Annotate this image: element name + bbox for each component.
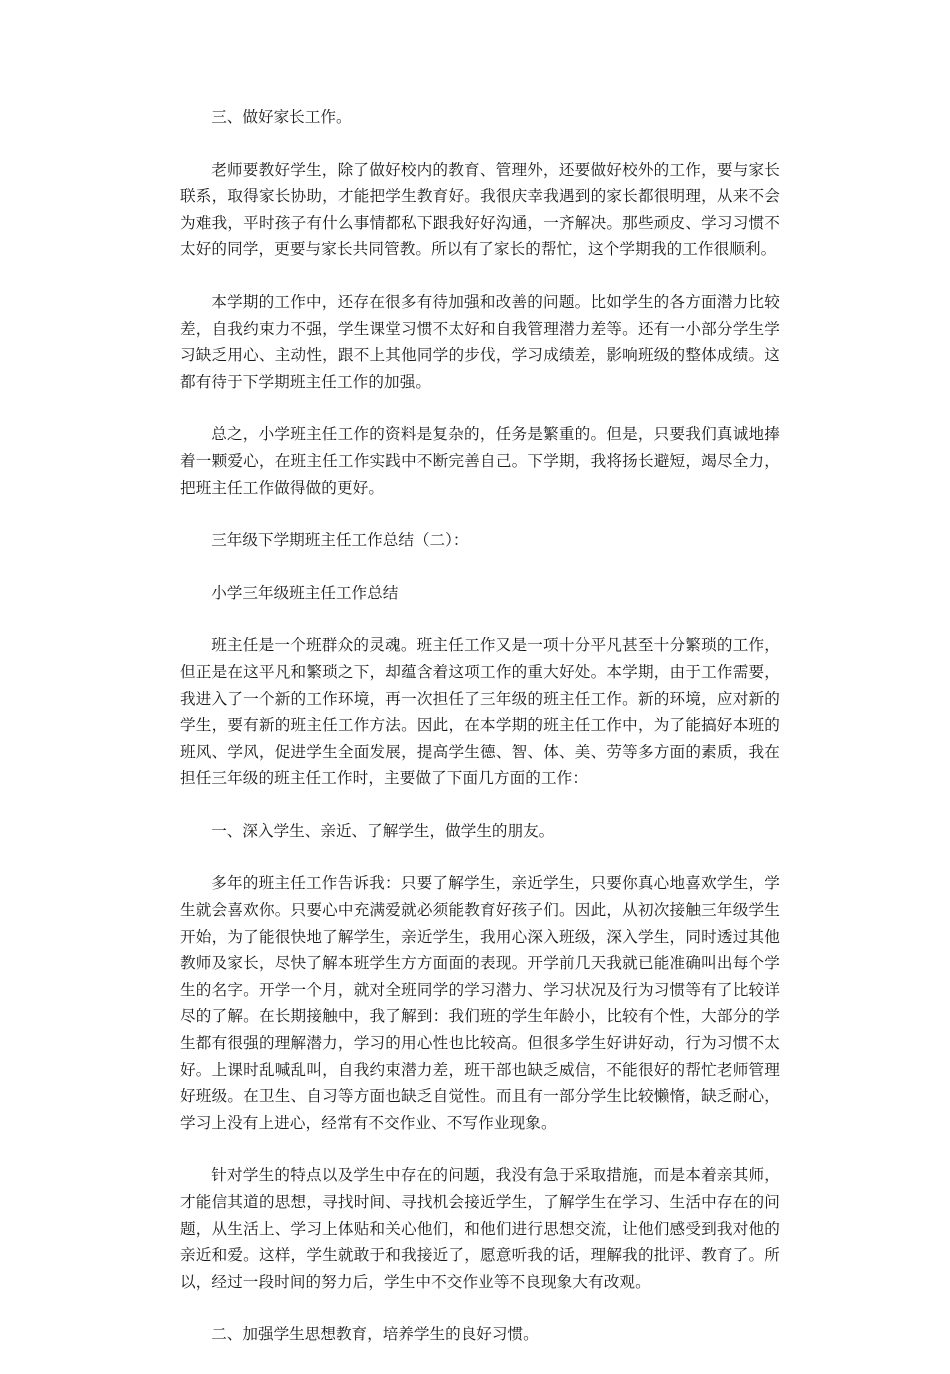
section-heading-parent-work: 三、做好家长工作。 — [211, 108, 352, 126]
paragraph-problems: 本学期的工作中，还存在很多有待加强和改善的问题。比如学生的各方面潜力比较差，自我约束力不强，学生课堂习惯不太好和自我管理潜力差等。还有一小部分学生学习缺乏用心、主动性，跟不上其他同学的步伐，学习成绩差，影响班级的整体成绩。这都有待于下学期班主任工作的加强。 — [180, 292, 780, 391]
section-title-part-two: 三年级下学期班主任工作总结（二）： — [211, 531, 469, 550]
paragraph-approach: 针对学生的特点以及学生中存在的问题，我没有急于采取措施，而是本着亲其师，才能信其道的思想，寻找时间、寻找机会接近学生，了解学生在学习、生活中存在的问题，从生活上、学习上体贴和关心他们，和他们进行思想交流，让他们感受到我对他的亲近和爱。这样，学生就敢于和我接近了，愿意听我的话，理解我的批评、教育了。所以，经过一段时间的努力后，学生中不交作业等不良现象大有改观。 — [180, 1166, 780, 1291]
paragraph-experience: 多年的班主任工作告诉我：只要了解学生，亲近学生，只要你真心地喜欢学生，学生就会喜欢你。只要心中充满爱就必须能教育好孩子们。因此，从初次接触三年级学生开始，为了能很快地了解学生，亲近学生，我用心深入班级，深入学生，同时透过其他教师及家长，尽快了解本班学生方方面面的表现。开学前几天我就已能准确叫出每个学生的名字。开学一个月，就对全班同学的学习潜力、学习状况及行为习惯等有了比较详尽的了解。在长期接触中，我了解到：我们班的学生年龄小，比较有个性，大部分的学生都有很强的理解潜力，学习的用心性也比较高。但很多学生好讲好动，行为习惯不太好。上课时乱喊乱叫，自我约束潜力差，班干部也缺乏威信，不能很好的帮忙老师管理好班级。在卫生、自习等方面也缺乏自觉性。而且有一部分学生比较懒惰，缺乏耐心，学习上没有上进心，经常有不交作业、不写作业现象。 — [180, 874, 780, 1132]
paragraph-conclusion: 总之，小学班主任工作的资料是复杂的，任务是繁重的。但是，只要我们真诚地捧着一颗爱心，在班主任工作实践中不断完善自己。下学期，我将扬长避短，竭尽全力，把班主任工作做得做的更好。 — [180, 425, 780, 497]
paragraph-parent-cooperation: 老师要教好学生，除了做好校内的教育、管理外，还要做好校外的工作，要与家长联系，取得家长协助，才能把学生教育好。我很庆幸我遇到的家长都很明理，从来不会为难我，平时孩子有什么事情都私下跟我好好沟通，一齐解决。那些顽皮、学习习惯不太好的同学，更要与家长共同管教。所以有了家长的帮忙，这个学期我的工作很顺利。 — [180, 160, 780, 259]
document-body — [180, 104, 780, 1374]
paragraph-introduction: 班主任是一个班群众的灵魂。班主任工作又是一项十分平凡甚至十分繁琐的工作，但正是在这平凡和繁琐之下，却蕴含着这项工作的重大好处。本学期，由于工作需要，我进入了一个新的工作环境，再一次担任了三年级的班主任工作。新的环境，应对新的学生，要有新的班主任工作方法。因此，在本学期的班主任工作中，为了能搞好本班的班风、学风，促进学生全面发展，提高学生德、智、体、美、劳等多方面的素质，我在担任三年级的班主任工作时，主要做了下面几方面的工作： — [180, 636, 780, 788]
section-heading-moral-education: 二、加强学生思想教育，培养学生的良好习惯。 — [211, 1325, 539, 1344]
section-heading-know-students: 一、深入学生、亲近、了解学生，做学生的朋友。 — [211, 821, 555, 840]
section-subtitle: 小学三年级班主任工作总结 — [211, 583, 399, 602]
